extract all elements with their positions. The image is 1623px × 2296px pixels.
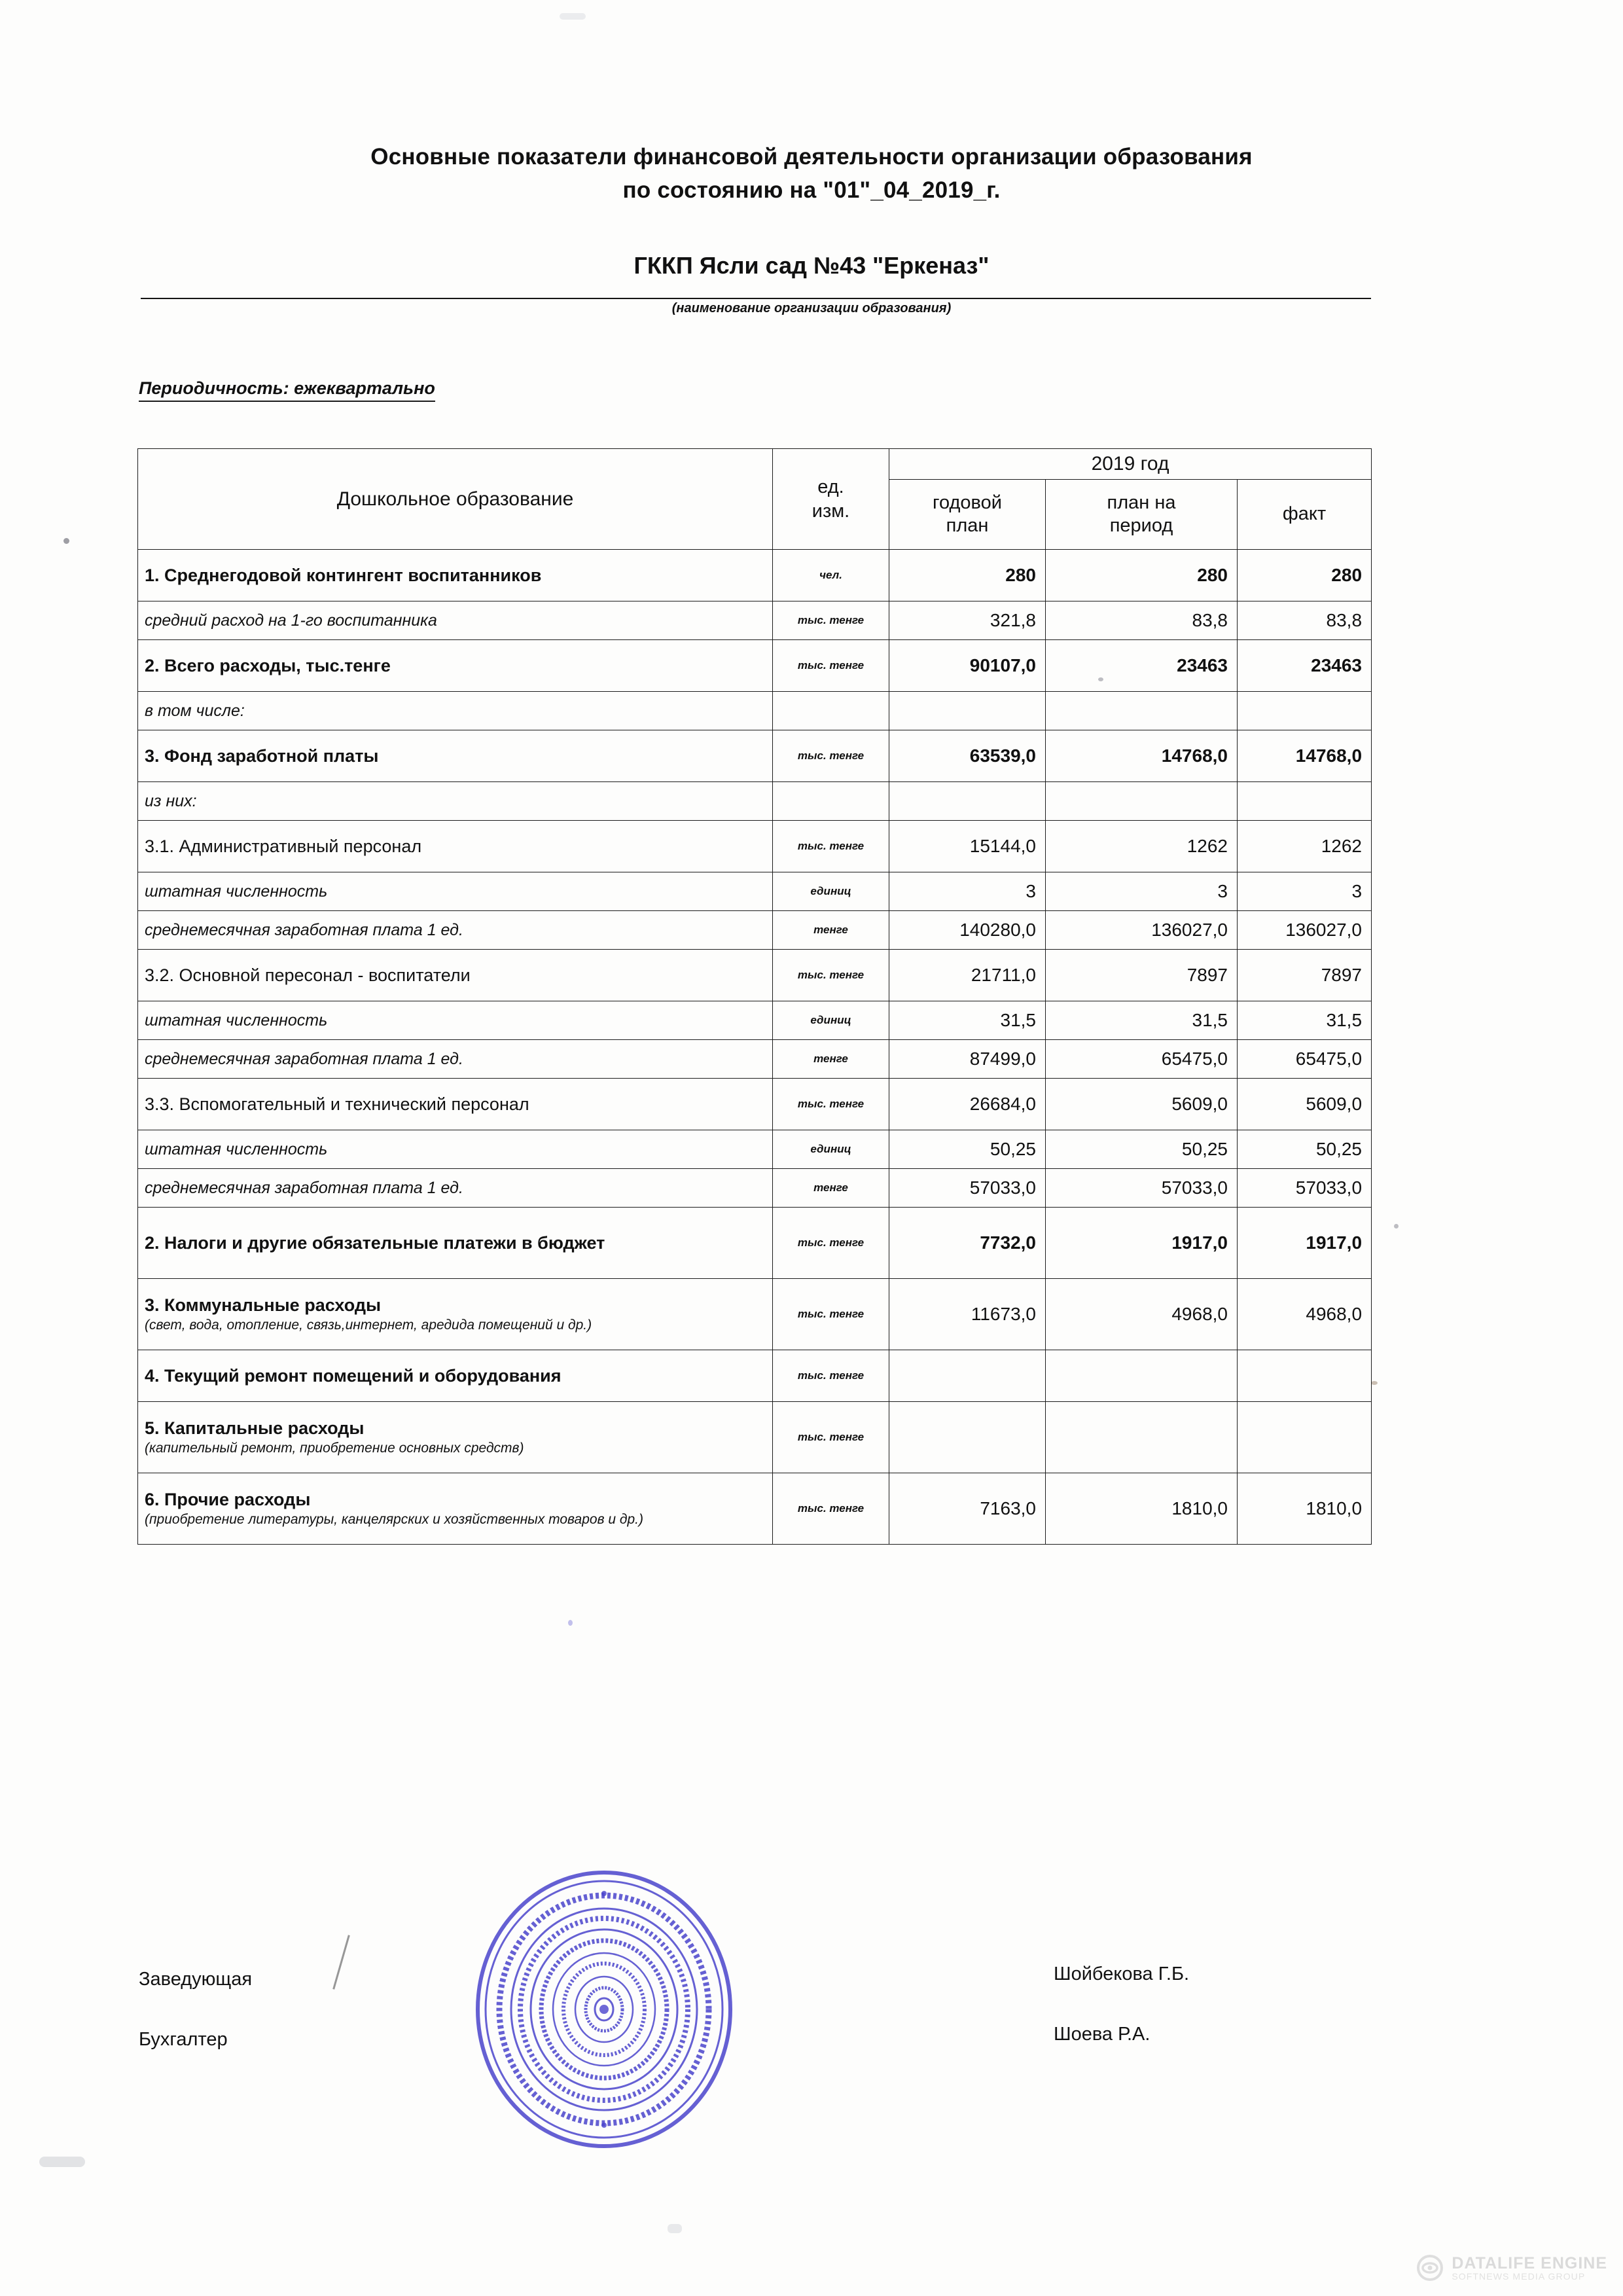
- row-unit: тыс. тенге: [773, 1473, 889, 1545]
- row-label: штатная численность: [138, 872, 773, 911]
- header-year-plan: [889, 480, 1046, 550]
- table-row: [138, 1402, 1372, 1473]
- row-unit: тыс. тенге: [773, 730, 889, 782]
- row-fact: 14768,0: [1238, 730, 1372, 782]
- row-fact: 280: [1238, 550, 1372, 601]
- row-year-plan: 11673,0: [889, 1279, 1046, 1350]
- row-year-plan: [889, 1402, 1046, 1473]
- table-row: [138, 601, 1372, 640]
- row-period-plan: 23463: [1046, 640, 1238, 692]
- table-row: [138, 1473, 1372, 1545]
- row-label: [138, 1473, 773, 1545]
- row-fact: 1810,0: [1238, 1473, 1372, 1545]
- row-year-plan: [889, 782, 1046, 821]
- watermark-main-text: DATALIFE ENGINE: [1452, 2253, 1607, 2272]
- table-row: [138, 550, 1372, 601]
- organization-name: ГККП Ясли сад №43 "Еркеназ": [633, 252, 990, 279]
- row-period-plan: 1810,0: [1046, 1473, 1238, 1545]
- row-year-plan: 50,25: [889, 1130, 1046, 1169]
- table-header-row-1: [138, 449, 1372, 480]
- row-year-plan: 63539,0: [889, 730, 1046, 782]
- official-stamp-icon: [470, 1869, 738, 2150]
- row-fact: 50,25: [1238, 1130, 1372, 1169]
- row-period-plan: [1046, 1350, 1238, 1402]
- organization-caption: (наименование организации образования): [671, 301, 952, 315]
- table-body: [138, 550, 1372, 1545]
- row-fact: [1238, 782, 1372, 821]
- table-head: [138, 449, 1372, 550]
- row-fact: 23463: [1238, 640, 1372, 692]
- row-fact: [1238, 1350, 1372, 1402]
- row-label-note: (капительный ремонт, приобретение основных средств): [145, 1440, 524, 1456]
- table-row: [138, 872, 1372, 911]
- row-unit: чел.: [773, 550, 889, 601]
- row-period-plan: [1046, 1402, 1238, 1473]
- datalife-logo-icon: [1416, 2254, 1444, 2282]
- header-unit: [773, 449, 889, 550]
- organization-rule: [141, 298, 1371, 299]
- row-fact: 5609,0: [1238, 1079, 1372, 1130]
- scan-smudge: [668, 2224, 682, 2233]
- row-fact: [1238, 692, 1372, 730]
- row-label-note: (приобретение литературы, канцелярских и хозяйственных товаров и др.): [145, 1511, 643, 1527]
- row-period-plan: 280: [1046, 550, 1238, 601]
- row-year-plan: 7732,0: [889, 1208, 1046, 1279]
- scan-smudge: [560, 13, 586, 20]
- row-label-title: 6. Прочие расходы: [145, 1489, 311, 1509]
- row-label: 2. Всего расходы, тыс.тенге: [138, 640, 773, 692]
- row-period-plan: 65475,0: [1046, 1040, 1238, 1079]
- row-period-plan: 14768,0: [1046, 730, 1238, 782]
- signature-name-accountant: Шоева Р.А.: [1054, 2024, 1150, 2045]
- row-year-plan: 90107,0: [889, 640, 1046, 692]
- header-main-label: Дошкольное образование: [138, 449, 773, 550]
- row-unit: тыс. тенге: [773, 1079, 889, 1130]
- row-label: 1. Среднегодовой контингент воспитанников: [138, 550, 773, 601]
- table-row: [138, 821, 1372, 872]
- header-period-plan-line2: период: [1109, 515, 1173, 536]
- row-fact: [1238, 1402, 1372, 1473]
- table-row: [138, 1001, 1372, 1040]
- row-unit: тенге: [773, 911, 889, 950]
- row-label: в том числе:: [138, 692, 773, 730]
- table-row: [138, 1208, 1372, 1279]
- table-row: [138, 730, 1372, 782]
- row-label-title: 5. Капитальные расходы: [145, 1418, 365, 1438]
- scan-speck: [1394, 1224, 1399, 1229]
- signature-role-head: Заведующая: [139, 1969, 253, 1990]
- row-label: 3.3. Вспомогательный и технический персонал: [138, 1079, 773, 1130]
- scan-speck: [568, 1620, 573, 1626]
- row-year-plan: 31,5: [889, 1001, 1046, 1040]
- row-unit: тыс. тенге: [773, 1402, 889, 1473]
- signature-name-head: Шойбекова Г.Б.: [1054, 1964, 1190, 1984]
- row-unit: тыс. тенге: [773, 601, 889, 640]
- table-row: [138, 1079, 1372, 1130]
- header-period-plan: [1046, 480, 1238, 550]
- row-label: [138, 1279, 773, 1350]
- row-fact: 1917,0: [1238, 1208, 1372, 1279]
- table-row: [138, 950, 1372, 1001]
- row-unit: тенге: [773, 1040, 889, 1079]
- row-unit: тыс. тенге: [773, 640, 889, 692]
- row-fact: 7897: [1238, 950, 1372, 1001]
- row-period-plan: [1046, 782, 1238, 821]
- row-label: 3.1. Административный персонал: [138, 821, 773, 872]
- row-fact: 4968,0: [1238, 1279, 1372, 1350]
- row-year-plan: 3: [889, 872, 1046, 911]
- row-period-plan: [1046, 692, 1238, 730]
- row-period-plan: 136027,0: [1046, 911, 1238, 950]
- title-line-1: Основные показатели финансовой деятельности организации образования: [370, 144, 1253, 170]
- row-period-plan: 1917,0: [1046, 1208, 1238, 1279]
- page-title: [0, 141, 1623, 207]
- title-line-2: по состоянию на "01"_04_2019_г.: [622, 177, 1001, 203]
- row-period-plan: 4968,0: [1046, 1279, 1238, 1350]
- table-row: [138, 1350, 1372, 1402]
- row-unit: тыс. тенге: [773, 821, 889, 872]
- row-unit: тыс. тенге: [773, 1279, 889, 1350]
- row-fact: 136027,0: [1238, 911, 1372, 950]
- row-period-plan: 7897: [1046, 950, 1238, 1001]
- row-fact: 31,5: [1238, 1001, 1372, 1040]
- row-label: 2. Налоги и другие обязательные платежи в бюджет: [138, 1208, 773, 1279]
- header-year-plan-line1: годовой: [933, 492, 1002, 513]
- table-row: [138, 692, 1372, 730]
- row-label: штатная численность: [138, 1001, 773, 1040]
- row-label: [138, 1402, 773, 1473]
- periodicity-label: Периодичность: ежеквартально: [139, 378, 435, 402]
- row-fact: 65475,0: [1238, 1040, 1372, 1079]
- row-period-plan: 3: [1046, 872, 1238, 911]
- header-year-plan-line2: план: [946, 515, 989, 536]
- row-unit: единиц: [773, 1130, 889, 1169]
- header-unit-line2: изм.: [812, 500, 850, 522]
- scan-smudge: [39, 2157, 85, 2167]
- row-label: штатная численность: [138, 1130, 773, 1169]
- row-unit: тыс. тенге: [773, 1350, 889, 1402]
- row-label: среднемесячная заработная плата 1 ед.: [138, 1169, 773, 1208]
- row-year-plan: [889, 692, 1046, 730]
- row-period-plan: 5609,0: [1046, 1079, 1238, 1130]
- table-row: [138, 911, 1372, 950]
- row-label: 3.2. Основной пересонал - воспитатели: [138, 950, 773, 1001]
- row-year-plan: 57033,0: [889, 1169, 1046, 1208]
- signature-role-accountant: Бухгалтер: [139, 2029, 228, 2050]
- row-unit: [773, 782, 889, 821]
- row-unit: единиц: [773, 872, 889, 911]
- header-period-plan-line1: план на: [1107, 492, 1176, 513]
- scan-speck: [63, 538, 69, 544]
- row-unit: тенге: [773, 1169, 889, 1208]
- table-row: [138, 1040, 1372, 1079]
- header-unit-line1: ед.: [817, 476, 844, 498]
- row-label-note: (свет, вода, отопление, связь,интернет, аредида помещений и др.): [145, 1317, 592, 1333]
- row-year-plan: 26684,0: [889, 1079, 1046, 1130]
- table-row: [138, 640, 1372, 692]
- watermark-sub-text: SOFTNEWS MEDIA GROUP: [1452, 2270, 1586, 2282]
- row-year-plan: 7163,0: [889, 1473, 1046, 1545]
- row-period-plan: 57033,0: [1046, 1169, 1238, 1208]
- table-row: [138, 1169, 1372, 1208]
- row-year-plan: 321,8: [889, 601, 1046, 640]
- table-row: [138, 1279, 1372, 1350]
- row-label: средний расход на 1-го воспитанника: [138, 601, 773, 640]
- row-period-plan: 50,25: [1046, 1130, 1238, 1169]
- row-unit: тыс. тенге: [773, 1208, 889, 1279]
- watermark: [1416, 2254, 1607, 2282]
- row-year-plan: 15144,0: [889, 821, 1046, 872]
- row-period-plan: 83,8: [1046, 601, 1238, 640]
- row-year-plan: 140280,0: [889, 911, 1046, 950]
- row-year-plan: 280: [889, 550, 1046, 601]
- row-year-plan: [889, 1350, 1046, 1402]
- table-row: [138, 1130, 1372, 1169]
- row-fact: 57033,0: [1238, 1169, 1372, 1208]
- row-label: среднемесячная заработная плата 1 ед.: [138, 1040, 773, 1079]
- row-unit: единиц: [773, 1001, 889, 1040]
- financial-indicators-table: [137, 448, 1372, 1545]
- row-year-plan: 87499,0: [889, 1040, 1046, 1079]
- row-label: из них:: [138, 782, 773, 821]
- row-unit: [773, 692, 889, 730]
- scan-speck: [1371, 1381, 1378, 1385]
- row-label: 3. Фонд заработной платы: [138, 730, 773, 782]
- row-period-plan: 31,5: [1046, 1001, 1238, 1040]
- row-unit: тыс. тенге: [773, 950, 889, 1001]
- row-label: среднемесячная заработная плата 1 ед.: [138, 911, 773, 950]
- row-fact: 83,8: [1238, 601, 1372, 640]
- row-fact: 1262: [1238, 821, 1372, 872]
- header-fact: факт: [1238, 480, 1372, 550]
- row-fact: 3: [1238, 872, 1372, 911]
- header-year-group: 2019 год: [889, 449, 1372, 480]
- row-period-plan: 1262: [1046, 821, 1238, 872]
- row-label: 4. Текущий ремонт помещений и оборудования: [138, 1350, 773, 1402]
- handwritten-signature-stroke: [332, 1935, 350, 1989]
- table-row: [138, 782, 1372, 821]
- row-year-plan: 21711,0: [889, 950, 1046, 1001]
- row-label-title: 3. Коммунальные расходы: [145, 1295, 382, 1315]
